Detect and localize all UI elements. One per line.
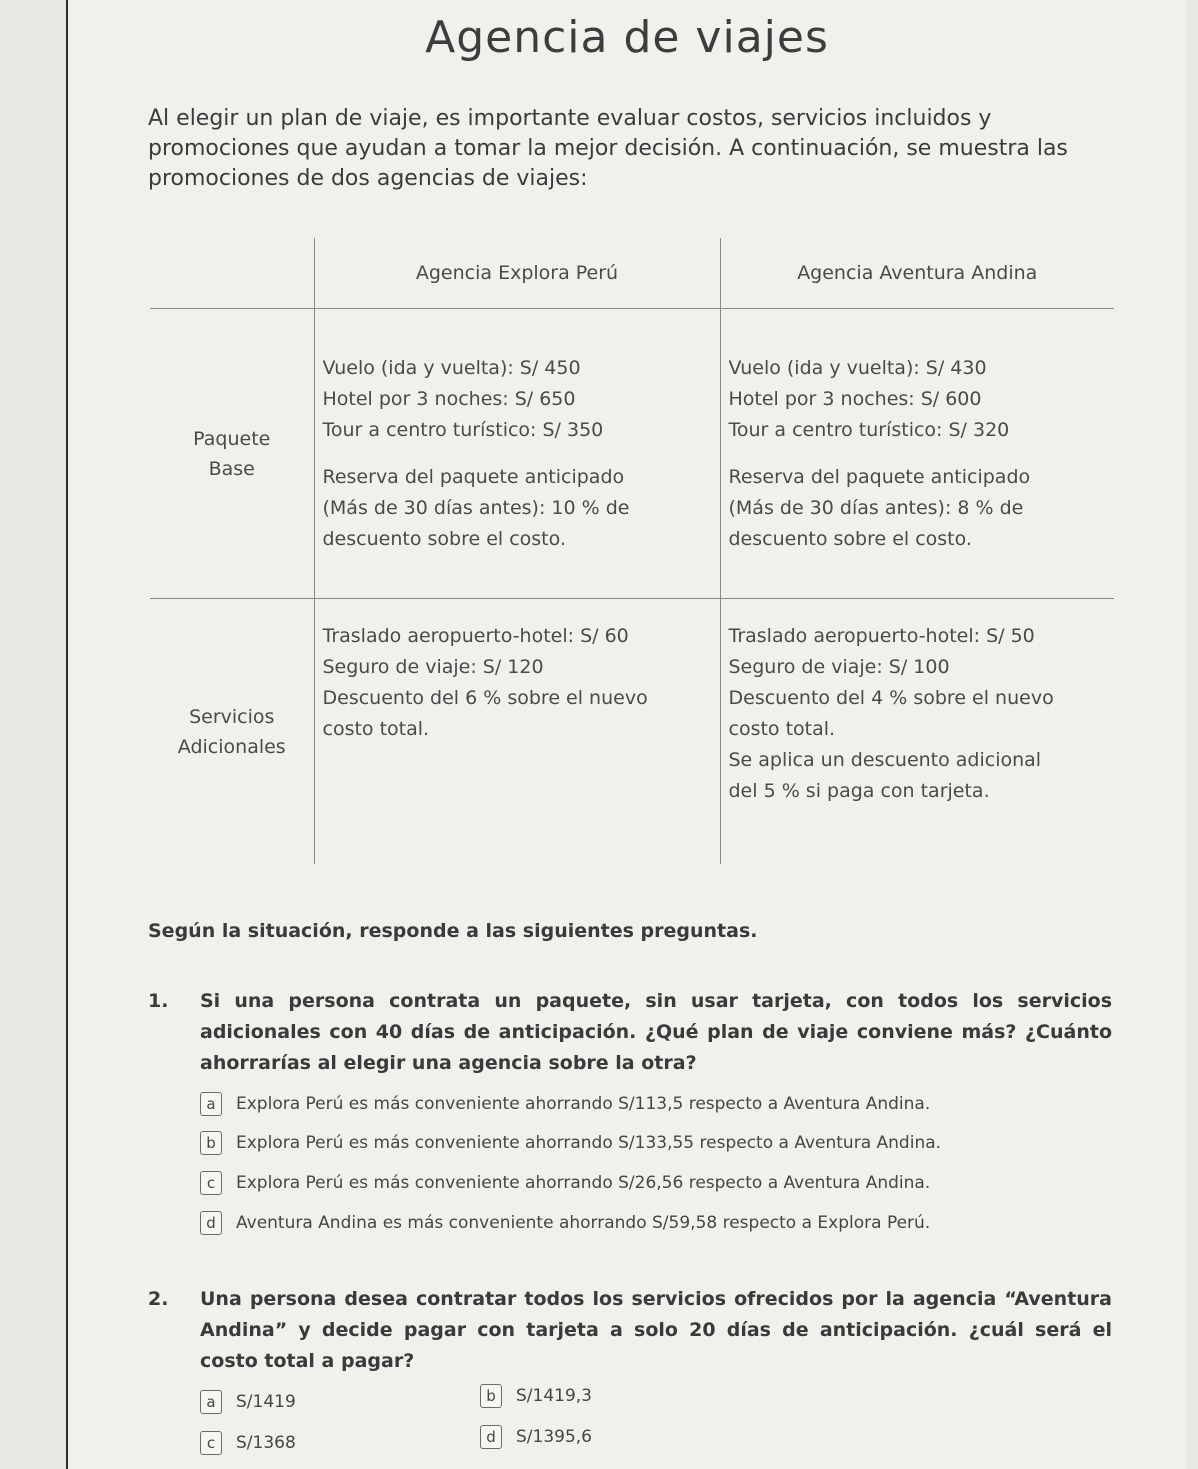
row-label-line: Base — [208, 457, 255, 480]
question-text: Si una persona contrata un paquete, sin usar tarjeta, con todos los servicios adicionales con 40 días de anticipación. ¿Qué plan de viaje conviene más? ¿Cuánto ahorrarías al elegir una agencia sobre la otra? — [200, 990, 1112, 1074]
cell-line: costo total. — [322, 718, 430, 740]
question-number: 1. — [148, 990, 169, 1012]
table-header-row — [150, 238, 1114, 309]
promotions-table — [150, 238, 1114, 864]
option-letter: b — [200, 1131, 222, 1155]
question-1 — [148, 986, 1112, 1079]
cell-line: Reserva del paquete anticipado — [728, 465, 1031, 488]
option-text: Explora Perú es más conveniente ahorrando S/113,5 respecto a Aventura Andina. — [236, 1094, 931, 1114]
cell-line: Descuento del 6 % sobre el nuevo — [322, 687, 648, 709]
option-letter: d — [200, 1211, 222, 1235]
cell-line: Hotel por 3 noches: S/ 650 — [322, 387, 576, 410]
option-letter: a — [200, 1390, 222, 1414]
option-letter: a — [200, 1092, 222, 1116]
cell-line: Vuelo (ida y vuelta): S/ 430 — [728, 356, 987, 379]
cell-line: Seguro de viaje: S/ 100 — [728, 656, 950, 678]
q2-option-a[interactable] — [200, 1390, 296, 1414]
cell-line: Traslado aeropuerto-hotel: S/ 60 — [322, 625, 629, 647]
q1-option-a[interactable] — [200, 1092, 930, 1116]
option-text: S/1368 — [236, 1433, 296, 1453]
header-aventura-andina: Agencia Aventura Andina — [720, 238, 1114, 309]
question-2 — [148, 1284, 1112, 1377]
option-text: S/1395,6 — [516, 1427, 593, 1447]
header-explora-peru: Agencia Explora Perú — [314, 238, 720, 309]
option-letter: c — [200, 1431, 222, 1455]
row-label-line: Adicionales — [177, 735, 286, 758]
intro-paragraph: Al elegir un plan de viaje, es importante evaluar costos, servicios incluidos y promociones que ayudan a tomar la mejor decisión. A continuación, se muestra las promociones de dos agencias de viajes: — [148, 106, 1068, 191]
option-letter: d — [480, 1425, 502, 1449]
row-label-paquete-base — [150, 309, 314, 599]
page-title: Agencia de viajes — [425, 12, 829, 63]
option-letter: c — [200, 1171, 222, 1195]
q1-option-b[interactable] — [200, 1131, 941, 1155]
cell-line: Descuento del 4 % sobre el nuevo — [728, 687, 1054, 709]
table-row-paquete-base — [150, 309, 1114, 599]
question-text: Una persona desea contratar todos los servicios ofrecidos por la agencia “Aventura Andina” y decide pagar con tarjeta a solo 20 días de anticipación. ¿cuál será el costo total a pagar? — [200, 1288, 1112, 1372]
cell-line: del 5 % si paga con tarjeta. — [728, 780, 990, 802]
q1-option-d[interactable] — [200, 1211, 930, 1235]
cell-line: Se aplica un descuento adicional — [728, 749, 1042, 771]
option-text: Explora Perú es más conveniente ahorrando S/26,56 respecto a Aventura Andina. — [236, 1173, 931, 1193]
cell-andina-servicios — [720, 599, 1114, 865]
cell-line: Vuelo (ida y vuelta): S/ 450 — [322, 356, 581, 379]
cell-explora-paquete — [314, 309, 720, 599]
cell-andina-paquete — [720, 309, 1114, 599]
q2-option-b[interactable] — [480, 1384, 592, 1408]
cell-line: descuento sobre el costo. — [322, 527, 566, 550]
option-letter: b — [480, 1384, 502, 1408]
cell-line: (Más de 30 días antes): 8 % de — [728, 496, 1024, 519]
cell-line: (Más de 30 días antes): 10 % de — [322, 496, 630, 519]
cell-line: Hotel por 3 noches: S/ 600 — [728, 387, 982, 410]
q2-option-c[interactable] — [200, 1431, 296, 1455]
cell-line: Seguro de viaje: S/ 120 — [322, 656, 544, 678]
row-label-line: Servicios — [189, 705, 275, 728]
option-text: S/1419 — [236, 1392, 296, 1412]
cell-explora-servicios — [314, 599, 720, 865]
cell-line: descuento sobre el costo. — [728, 527, 972, 550]
option-text: Aventura Andina es más conveniente ahorrando S/59,58 respecto a Explora Perú. — [236, 1213, 931, 1233]
cell-line: Tour a centro turístico: S/ 350 — [322, 418, 604, 441]
questions-intro: Según la situación, responde a las siguientes preguntas. — [148, 920, 758, 942]
cell-line: Tour a centro turístico: S/ 320 — [728, 418, 1010, 441]
option-text: S/1419,3 — [516, 1386, 593, 1406]
table-corner-cell — [150, 238, 314, 309]
cell-line: Reserva del paquete anticipado — [322, 465, 625, 488]
option-text: Explora Perú es más conveniente ahorrando S/133,55 respecto a Aventura Andina. — [236, 1133, 942, 1153]
question-number: 2. — [148, 1288, 169, 1310]
table-row-servicios-adicionales — [150, 599, 1114, 865]
worksheet-page — [66, 0, 1186, 1469]
q2-option-d[interactable] — [480, 1425, 592, 1449]
row-label-line: Paquete — [193, 427, 271, 450]
row-label-servicios-adicionales — [150, 599, 314, 865]
cell-line: costo total. — [728, 718, 836, 740]
q1-option-c[interactable] — [200, 1171, 930, 1195]
cell-line: Traslado aeropuerto-hotel: S/ 50 — [728, 625, 1035, 647]
